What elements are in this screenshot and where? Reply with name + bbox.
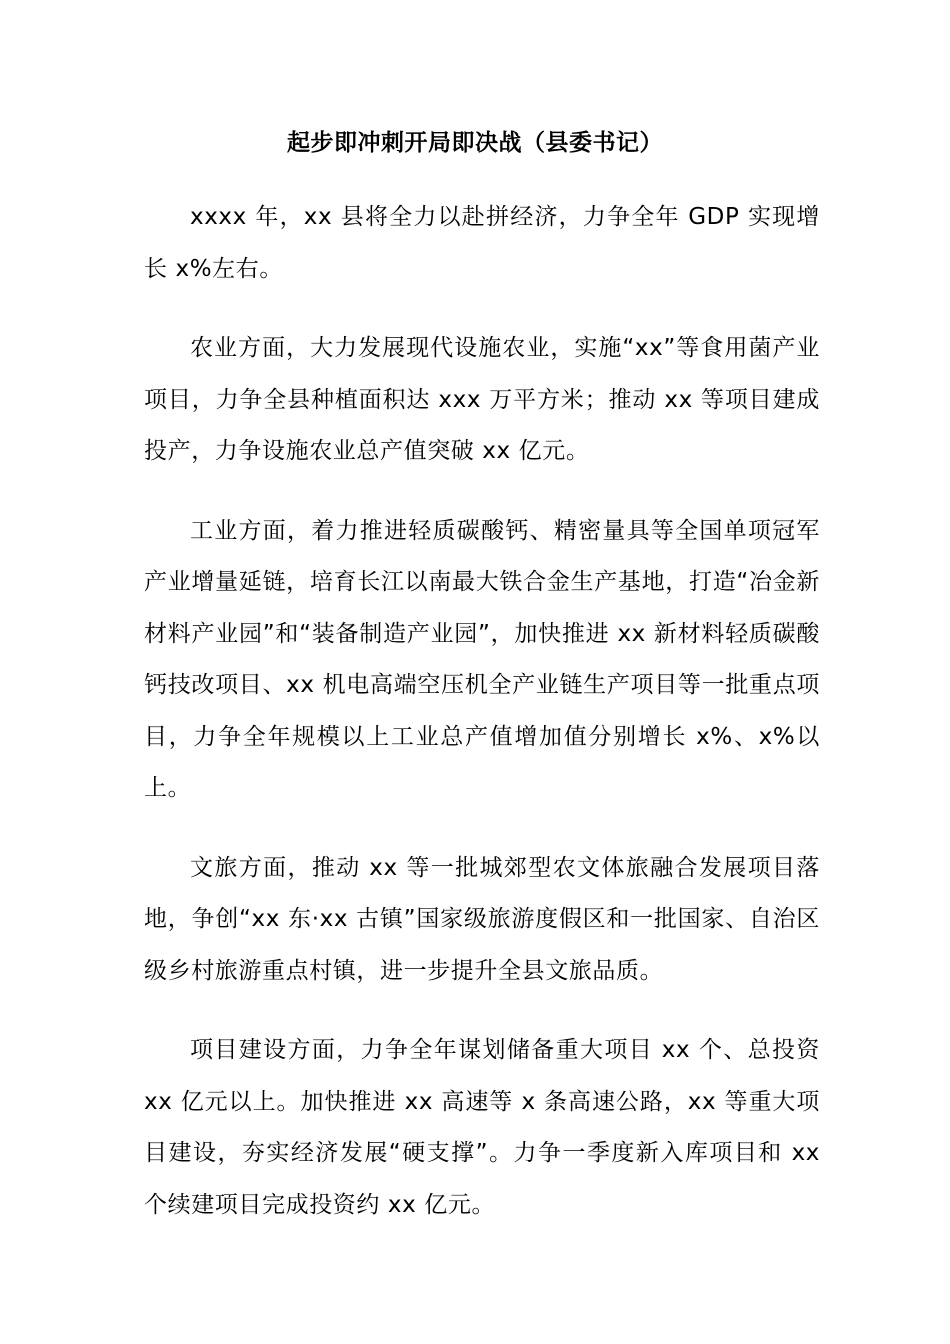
paragraph-culture-tourism: 文旅方面，推动 xx 等一批城郊型农文体旅融合发展项目落地，争创“xx 东·xx 古镇”国家级旅游度假区和一批国家、自治区级乡村旅游重点村镇，进一步提升全县文旅品质。 [144,854,820,984]
paragraph-gdp: xxxx 年，xx 县将全力以赴拼经济，力争全年 GDP 实现增长 x%左右。 [144,204,820,282]
document-body [144,192,820,1259]
paragraph-agriculture: 农业方面，大力发展现代设施农业，实施“xx”等食用菌产业项目，力争全县种植面积达 xxx 万平方米；推动 xx 等项目建成投产，力争设施农业总产值突破 xx 亿元。 [144,335,820,464]
paragraph-project-construction: 项目建设方面，力争全年谋划储备重大项目 xx 个、总投资 xx 亿元以上。加快推进 xx 高速等 x 条高速公路，xx 等重大项目建设，夯实经济发展“硬支撑”。力争一季度新入库项目和 xx 个续建项目完成投资约 xx 亿元。 [144,1037,820,1218]
document-title: 起步即冲刺开局即决战（县委书记） [287,130,663,156]
paragraph-industry: 工业方面，着力推进轻质碳酸钙、精密量具等全国单项冠军产业增量延链，培育长江以南最大铁合金生产基地，打造“冶金新材料产业园”和“装备制造产业园”，加快推进 xx 新材料轻质碳酸钙技改项目、xx 机电高端空压机全产业链生产项目等一批重点项目，力争全年规模以上工业总产值增加值分别增长 x%、x%以上。 [144,517,820,801]
